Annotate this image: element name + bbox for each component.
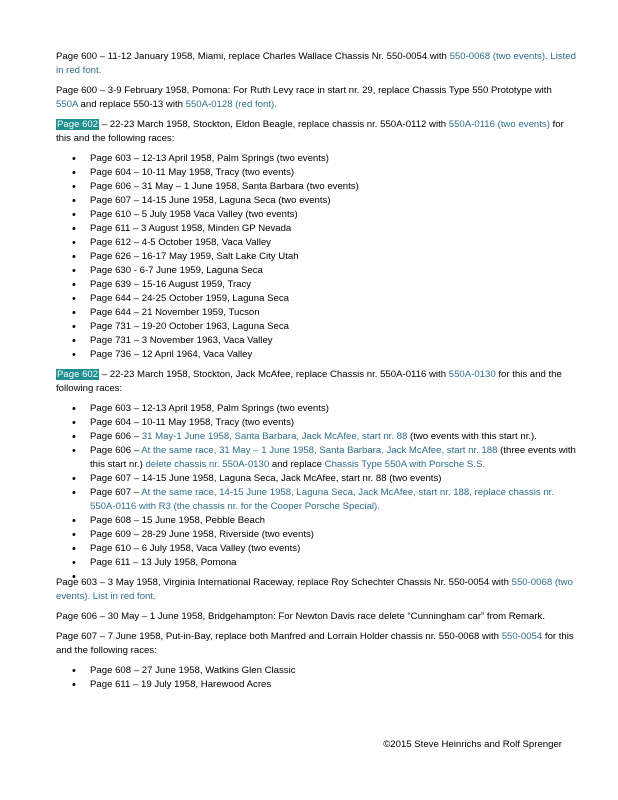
highlighted-page-ref: Page 602 (57, 119, 99, 130)
list-item: • Page 612 – 4-5 October 1958, Vaca Valley (90, 236, 576, 250)
blue-text: 550-0054 (501, 631, 543, 642)
text: Page 607 – (90, 487, 142, 498)
paragraph-page-600-pomona (56, 84, 576, 112)
list-item: • Page 604 – 10-11 May 1958, Tracy (two events) (90, 416, 576, 430)
list-item: • Page 626 – 16-17 May 1959, Salt Lake City Utah (90, 250, 576, 264)
text: for this and the following races: (56, 119, 564, 144)
highlighted-page-ref: Page 602 (57, 369, 99, 380)
list-item: • Page 644 – 24-25 October 1959, Laguna Seca (90, 292, 576, 306)
text: and replace 550-13 with (77, 99, 186, 110)
list-item: • Page 606 – 31 May – 1 June 1958, Santa Barbara (two events) (90, 180, 576, 194)
list-item: • Page 611 – 3 August 1958, Minden GP Nevada (90, 222, 576, 236)
text: – 22-23 March 1958, Stockton, Eldon Beagle, replace chassis nr. 550A-0112 with (99, 119, 449, 130)
list-item: • Page 604 – 10-11 May 1958, Tracy (two events) (90, 166, 576, 180)
paragraph-page-602-beagle (56, 118, 576, 146)
text: – 22-23 March 1958, Stockton, Jack McAfee, replace Chassis nr. 550A-0116 with (99, 369, 449, 380)
list-item: • Page 603 – 12-13 April 1958, Palm Springs (two events) (90, 402, 576, 416)
blue-text: 550A-0116 (two events) (448, 119, 550, 130)
list-item: • Page 603 – 12-13 April 1958, Palm Springs (two events) (90, 152, 576, 166)
list-item: • Page 644 – 21 November 1959, Tucson (90, 306, 576, 320)
list-item: • Page 639 – 15-16 August 1959, Tracy (90, 278, 576, 292)
blue-text: delete chassis nr. 550A-0130 (145, 459, 270, 470)
blue-text: 550A-0128 (red font). (185, 99, 277, 110)
text: Page 606 – (90, 445, 142, 456)
text: Page 600 – 11-12 January 1958, Miami, replace Charles Wallace Chassis Nr. 550-0054 with (56, 51, 450, 62)
paragraph-page-600-miami (56, 50, 576, 78)
text: Page 603 – 3 May 1958, Virginia International Raceway, replace Roy Schechter Chassis Nr. 550-0054 with (56, 577, 512, 588)
paragraph-page-603-vir (56, 576, 576, 604)
list-item: • Page 611 – 13 July 1958, Pomona (90, 556, 576, 570)
blue-text: 550A-0130 (448, 369, 496, 380)
race-list-holder (56, 664, 576, 692)
list-item (90, 486, 576, 514)
paragraph-page-602-mcafee (56, 368, 576, 396)
list-item: • Page 608 – 27 June 1958, Watkins Glen Classic (90, 664, 576, 678)
list-item: • Page 607 – 14-15 June 1958, Laguna Seca (two events) (90, 194, 576, 208)
list-item (90, 444, 576, 472)
text: for this and the following races: (56, 369, 562, 394)
list-item: • Page 609 – 28-29 June 1958, Riverside (two events) (90, 528, 576, 542)
text: Page 607 – 7 June 1958, Put-in-Bay, replace both Manfred and Lorrain Holder chassis nr. 550-0068 with (56, 631, 502, 642)
list-item (90, 430, 576, 444)
blue-text: 550-0068 (two events). Listed in red font. (56, 51, 576, 76)
blue-text: At the same race, 31 May – 1 June 1958, Santa Barbara, Jack McAfee, start nr. 188 (141, 445, 498, 456)
text: (two events with this start nr.). (407, 431, 537, 442)
list-item: • Page 608 – 15 June 1958, Pebble Beach (90, 514, 576, 528)
text: for this and the following races: (56, 631, 574, 656)
list-item: • Page 731 – 3 November 1963, Vaca Valley (90, 334, 576, 348)
race-list-mcafee (56, 402, 576, 570)
list-item: • Page 607 – 14-15 June 1958, Laguna Seca, Jack McAfee, start nr. 88 (two events) (90, 472, 576, 486)
blue-text: At the same race, 14-15 June 1958, Laguna Seca, Jack McAfee, start nr. 188, replace chassis nr. 550A-0116 with R3 (the chassis nr. for the Cooper Porsche Special). (90, 487, 554, 512)
blue-text: Chassis Type 550A with Porsche S.S. (324, 459, 486, 470)
document-body (56, 50, 576, 698)
paragraph-page-607-put-in-bay (56, 630, 576, 658)
blue-text: 550A (56, 99, 78, 110)
text: Page 606 – (90, 431, 142, 442)
list-item: • Page 630 - 6-7 June 1959, Laguna Seca (90, 264, 576, 278)
list-item: • Page 611 – 19 July 1958, Harewood Acres (90, 678, 576, 692)
text: (three events with this start nr.) (90, 445, 576, 470)
copyright-footer: ©2015 Steve Heinrichs and Rolf Sprenger (383, 739, 562, 750)
list-item: • Page 731 – 19-20 October 1963, Laguna Seca (90, 320, 576, 334)
race-list-beagle (56, 152, 576, 362)
text: Page 600 – 3-9 February 1958, Pomona: For Ruth Levy race in start nr. 29, replace Chassis Type 550 Prototype with (56, 85, 552, 96)
text: and replace (269, 459, 325, 470)
list-item: • Page 736 – 12 April 1964, Vaca Valley (90, 348, 576, 362)
blue-text: 550-0068 (two events). List in red font. (56, 577, 573, 602)
paragraph-page-606-bridgehampton: Page 606 – 30 May – 1 June 1958, Bridgehampton: For Newton Davis race delete “Cunningham car” from Remark. (56, 611, 546, 622)
blue-text: 31 May-1 June 1958, Santa Barbara, Jack McAfee, start nr. 88 (141, 431, 408, 442)
list-item: • Page 610 – 5 July 1958 Vaca Valley (two events) (90, 208, 576, 222)
list-item: • Page 610 – 6 July 1958, Vaca Valley (two events) (90, 542, 576, 556)
